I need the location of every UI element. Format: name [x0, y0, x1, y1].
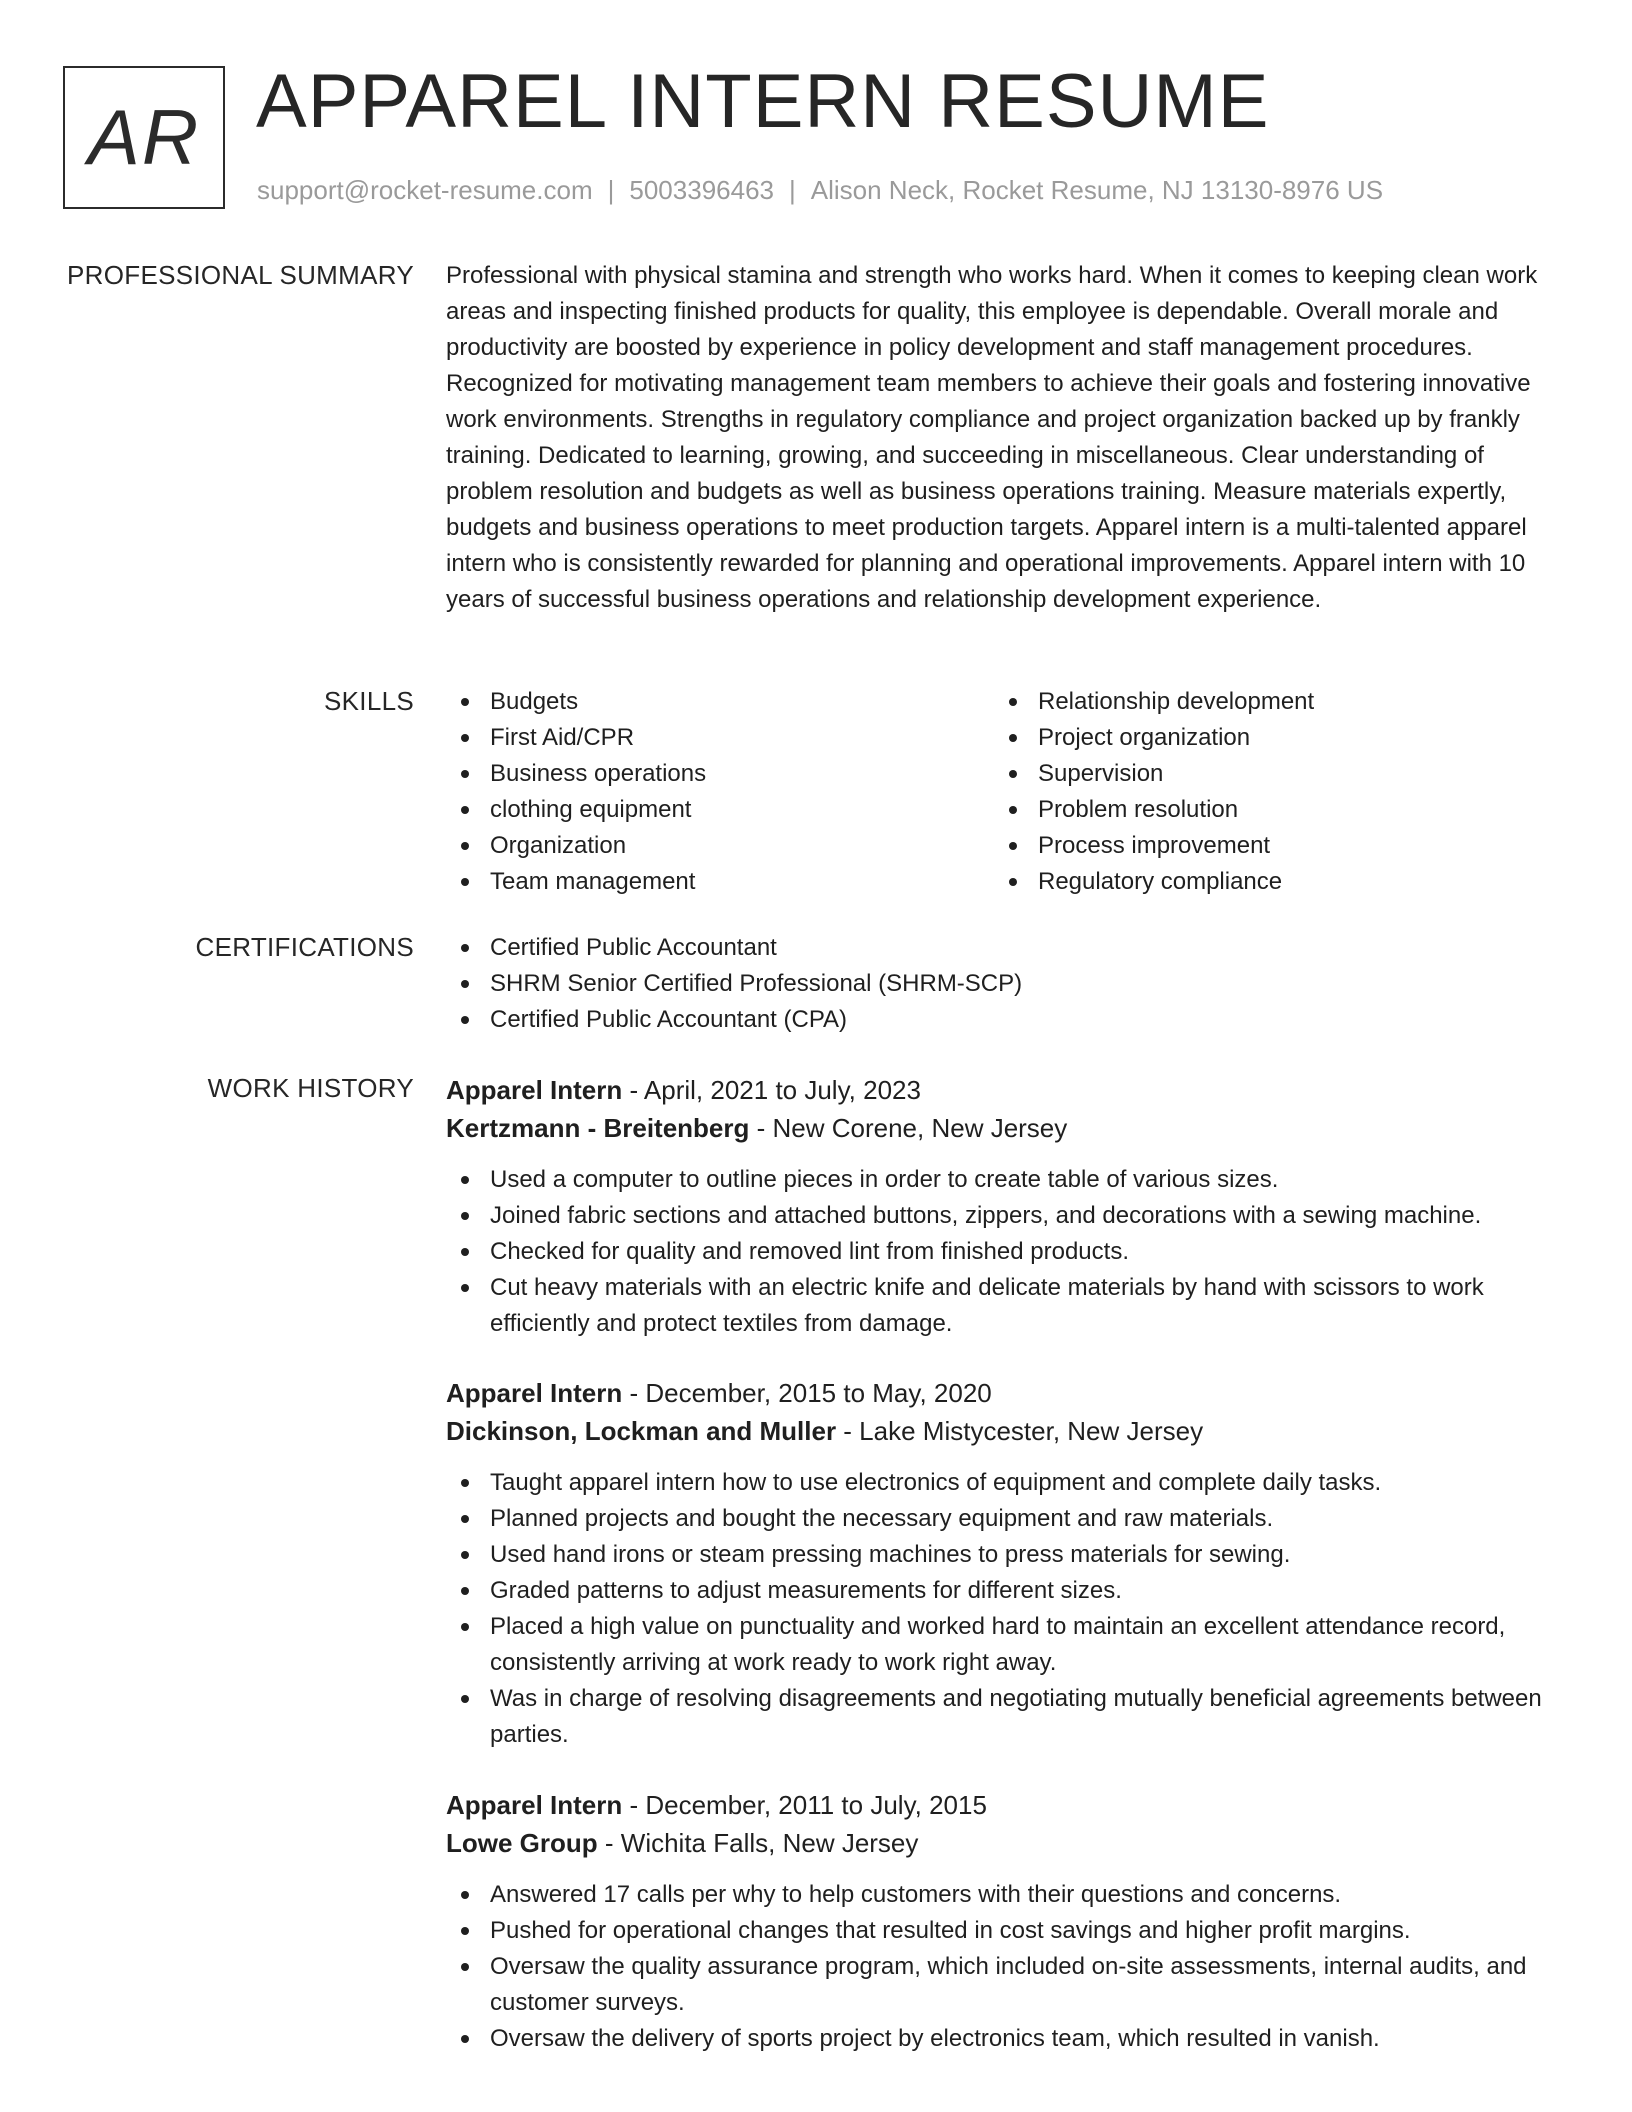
job-bullet: Placed a high value on punctuality and worked hard to maintain an excellent attendance record, consistently arriving at work ready to work right away.	[446, 1609, 1561, 1681]
certifications-list	[446, 930, 1561, 1038]
job-bullet: Graded patterns to adjust measurements for different sizes.	[446, 1573, 1561, 1609]
job-bullets	[446, 1465, 1561, 1753]
job-company: Kertzmann - Breitenberg	[446, 1113, 750, 1143]
resume-title: APPAREL INTERN RESUME	[256, 59, 1270, 144]
skill-item: Regulatory compliance	[994, 864, 1542, 900]
skills-list-left	[446, 684, 994, 900]
job-entry	[446, 1374, 1561, 1753]
job-company-line	[446, 1109, 1561, 1147]
job-entry	[446, 1071, 1561, 1342]
skill-item: clothing equipment	[446, 792, 994, 828]
job-title: Apparel Intern	[446, 1378, 623, 1408]
contact-separator: |	[607, 175, 615, 205]
job-bullets	[446, 1162, 1561, 1342]
skill-item: Team management	[446, 864, 994, 900]
job-bullet: Cut heavy materials with an electric knife and delicate materials by hand with scissors to work efficiently and protect textiles from damage.	[446, 1270, 1561, 1342]
job-bullet: Checked for quality and removed lint from finished products.	[446, 1234, 1561, 1270]
job-bullet: Oversaw the quality assurance program, which included on-site assessments, internal audits, and customer surveys.	[446, 1949, 1561, 2021]
skill-item: Budgets	[446, 684, 994, 720]
job-company-line	[446, 1412, 1561, 1450]
job-bullets	[446, 1877, 1561, 2057]
skill-item: Process improvement	[994, 828, 1542, 864]
skill-item: Project organization	[994, 720, 1542, 756]
job-location: - Lake Mistycester, New Jersey	[836, 1416, 1204, 1446]
certification-item: Certified Public Accountant (CPA)	[446, 1002, 1561, 1038]
certification-item: SHRM Senior Certified Professional (SHRM-SCP)	[446, 966, 1561, 1002]
job-bullet: Joined fabric sections and attached buttons, zippers, and decorations with a sewing machine.	[446, 1198, 1561, 1234]
skill-item: Relationship development	[994, 684, 1542, 720]
job-bullet: Answered 17 calls per why to help customers with their questions and concerns.	[446, 1877, 1561, 1913]
job-bullet: Planned projects and bought the necessary equipment and raw materials.	[446, 1501, 1561, 1537]
job-company: Lowe Group	[446, 1828, 598, 1858]
contact-address: Alison Neck, Rocket Resume, NJ 13130-8976 US	[810, 175, 1384, 205]
contact-email: support@rocket-resume.com	[257, 175, 593, 205]
job-bullet: Was in charge of resolving disagreements and negotiating mutually beneficial agreements between parties.	[446, 1681, 1561, 1753]
job-dates: - December, 2011 to July, 2015	[622, 1790, 987, 1820]
skill-item: Organization	[446, 828, 994, 864]
job-company-line	[446, 1824, 1561, 1862]
job-title: Apparel Intern	[446, 1075, 623, 1105]
contact-line	[257, 173, 1383, 207]
job-bullet: Oversaw the delivery of sports project by electronics team, which resulted in vanish.	[446, 2021, 1561, 2057]
skill-item: Business operations	[446, 756, 994, 792]
job-heading	[446, 1786, 1561, 1824]
job-bullet: Pushed for operational changes that resulted in cost savings and higher profit margins.	[446, 1913, 1561, 1949]
section-label-certifications: CERTIFICATIONS	[195, 932, 414, 962]
summary-text: Professional with physical stamina and strength who works hard. When it comes to keeping clean work areas and inspecting finished products for quality, this employee is dependable. Overall morale and productivity are boosted by experience in policy development and staff management procedures. Recognized for motivating management team members to achieve their goals and fostering innovative work environments. Strengths in regulatory compliance and project organization backed up by frankly training. Dedicated to learning, growing, and succeeding in miscellaneous. Clear understanding of problem resolution and budgets as well as business operations training. Measure materials expertly, budgets and business operations to meet production targets. Apparel intern is a multi-talented apparel intern who is consistently rewarded for planning and operational improvements. Apparel intern with 10 years of successful business operations and relationship development experience.	[446, 262, 1538, 613]
contact-separator: |	[789, 175, 796, 205]
skills-list-right	[994, 684, 1542, 900]
job-location: - Wichita Falls, New Jersey	[597, 1828, 919, 1858]
skills-grid	[446, 684, 1561, 900]
job-heading	[446, 1071, 1561, 1109]
job-dates: - April, 2021 to July, 2023	[622, 1075, 921, 1105]
monogram-initials: AR	[87, 93, 201, 181]
job-bullet: Used hand irons or steam pressing machines to press materials for sewing.	[446, 1537, 1561, 1573]
section-label-summary: PROFESSIONAL SUMMARY	[67, 260, 414, 290]
job-location: - New Corene, New Jersey	[749, 1113, 1068, 1143]
job-bullet: Used a computer to outline pieces in order to create table of various sizes.	[446, 1162, 1561, 1198]
job-entry	[446, 1786, 1561, 2057]
skill-item: Supervision	[994, 756, 1542, 792]
job-company: Dickinson, Lockman and Muller	[446, 1416, 837, 1446]
section-label-skills: SKILLS	[324, 686, 414, 716]
section-label-work-history: WORK HISTORY	[207, 1073, 414, 1103]
certification-item: Certified Public Accountant	[446, 930, 1561, 966]
job-title: Apparel Intern	[446, 1790, 623, 1820]
job-bullet: Taught apparel intern how to use electronics of equipment and complete daily tasks.	[446, 1465, 1561, 1501]
contact-phone: 5003396463	[629, 175, 774, 205]
job-dates: - December, 2015 to May, 2020	[622, 1378, 992, 1408]
skill-item: Problem resolution	[994, 792, 1542, 828]
job-heading	[446, 1374, 1561, 1412]
monogram-box	[63, 66, 225, 209]
skill-item: First Aid/CPR	[446, 720, 994, 756]
